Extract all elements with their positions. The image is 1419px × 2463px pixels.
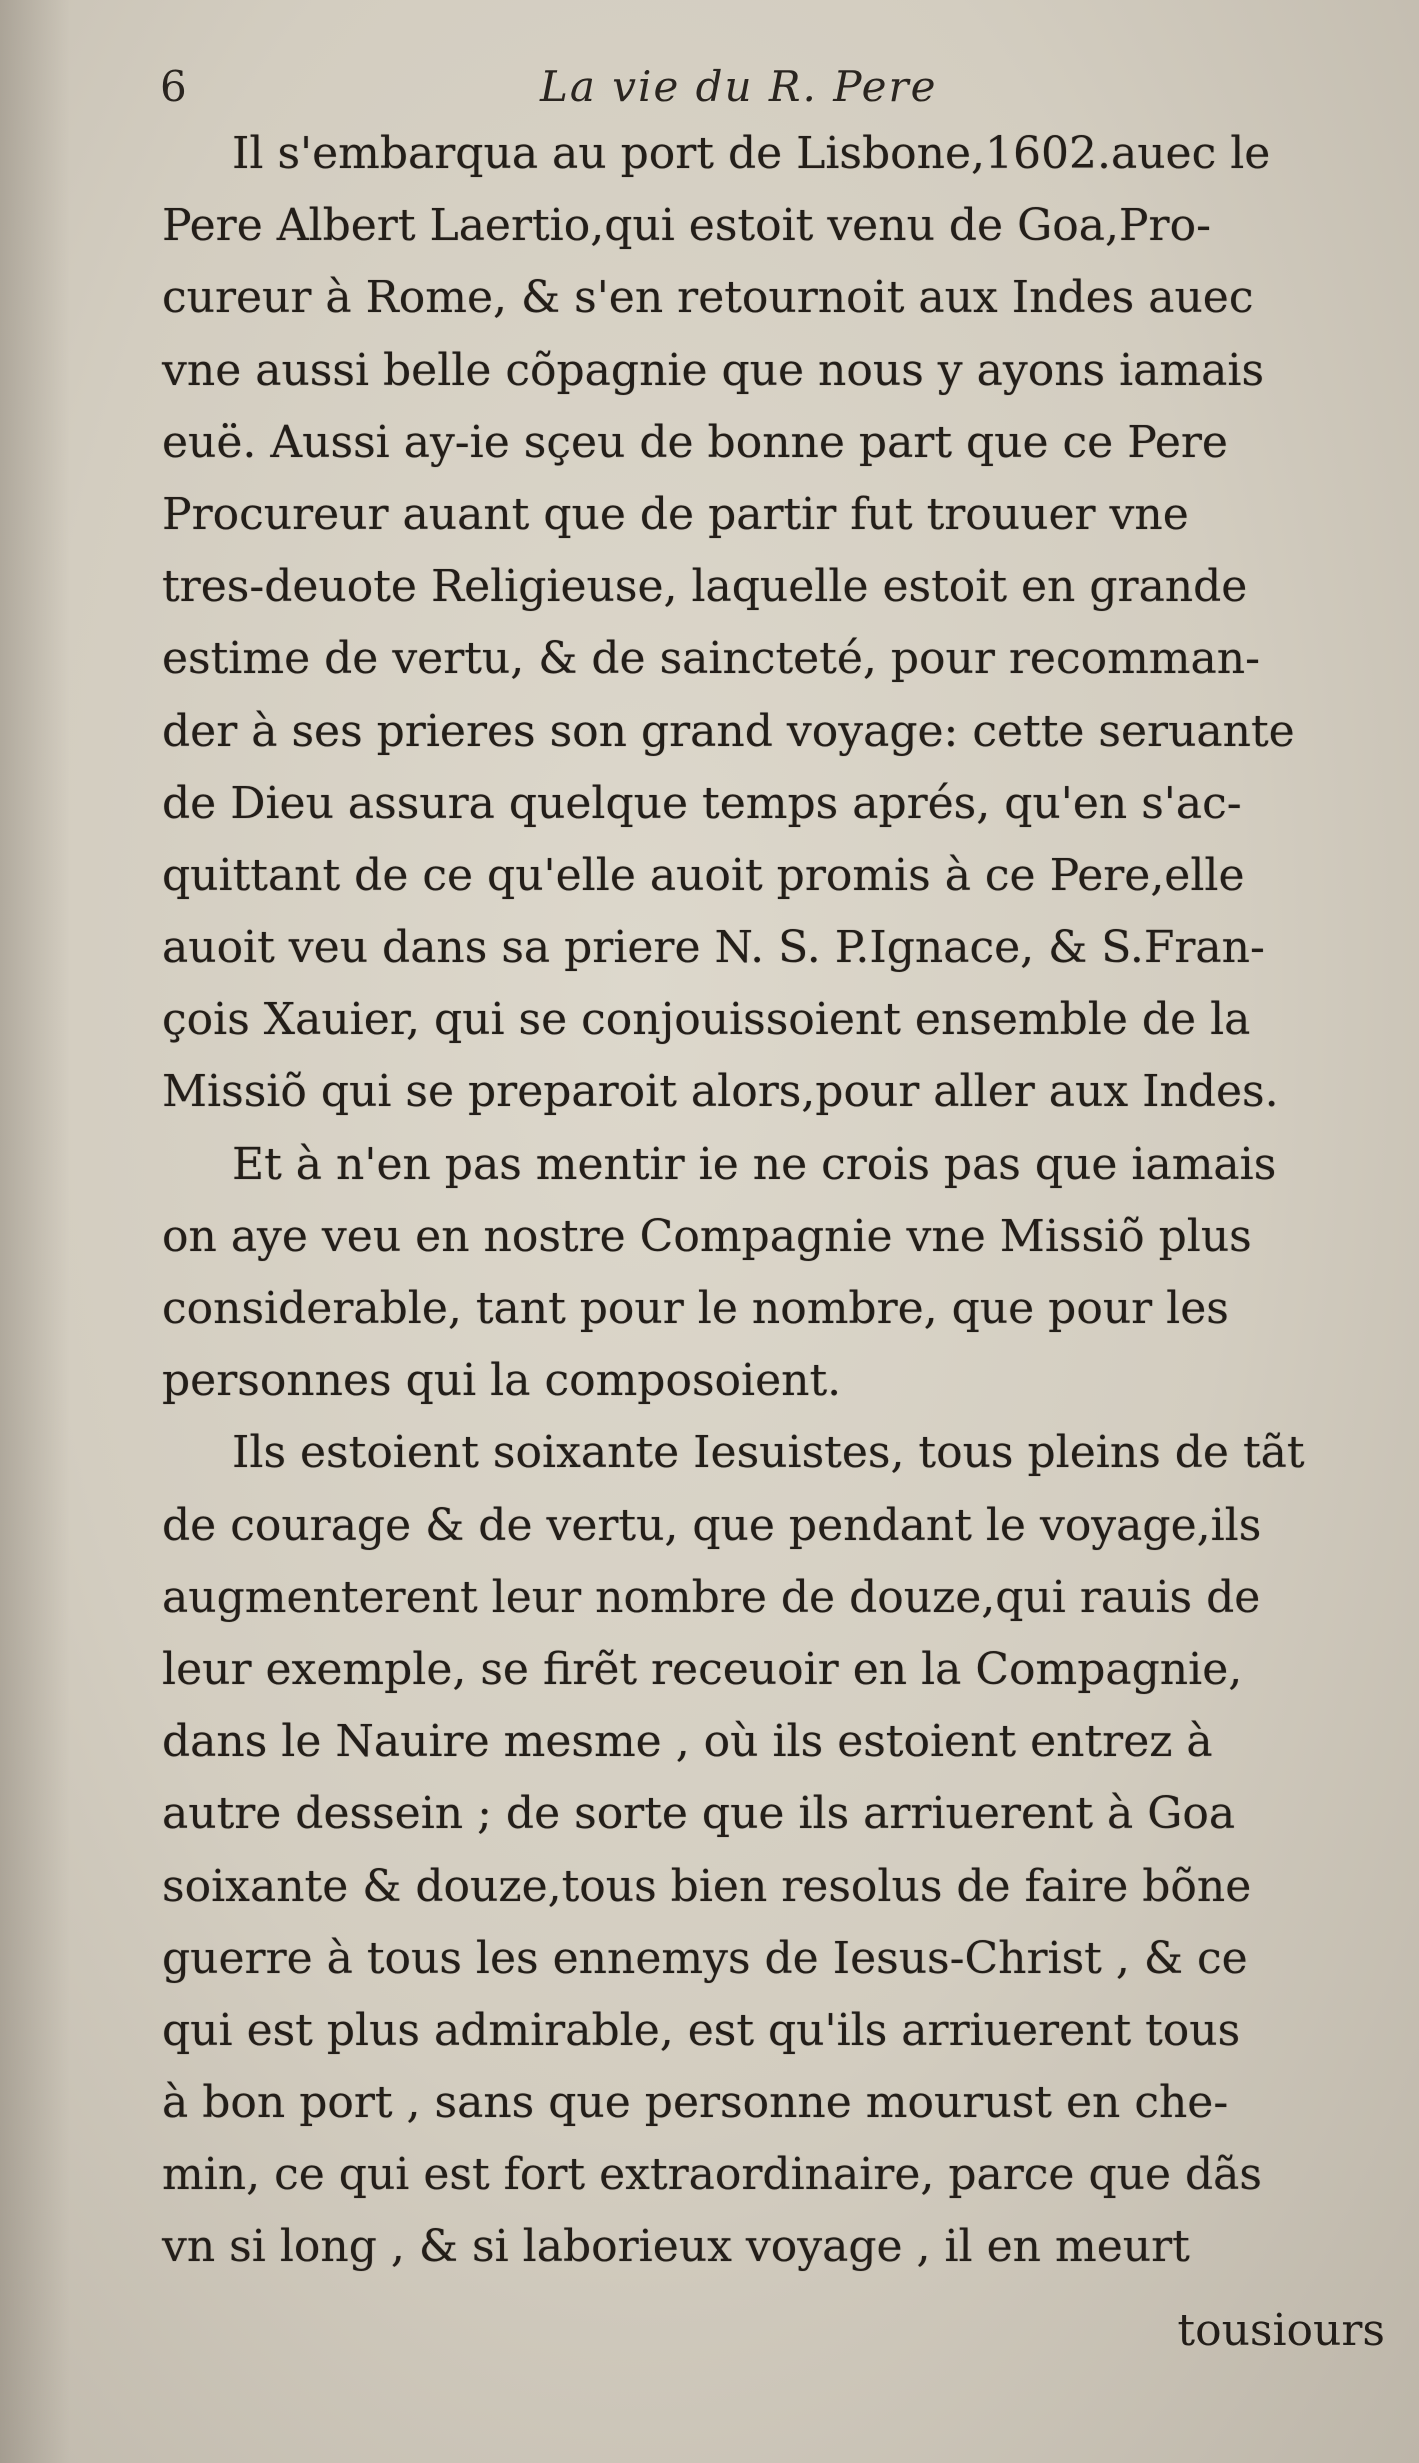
- text-line: tres-deuote Religieuse, laquelle estoit en grande: [162, 561, 1248, 613]
- text-line: dans le Nauire mesme , où ils estoient entrez à: [162, 1716, 1213, 1768]
- text-line: soixante & douze,tous bien resolus de faire bõne: [162, 1860, 1252, 1912]
- text-line: leur exemple, se firẽt receuoir en la Compagnie,: [162, 1643, 1243, 1695]
- text-line: çois Xauier, qui se conjouissoient ensemble de la: [162, 994, 1251, 1046]
- text-line: Et à n'en pas mentir ie ne crois pas que iamais: [232, 1138, 1277, 1190]
- text-line: auoit veu dans sa priere N. S. P.Ignace, & S.Fran-: [162, 922, 1265, 974]
- text-line: Ils estoient soixante Iesuistes, tous pleins de tãt: [232, 1427, 1305, 1479]
- text-line: estime de vertu, & de saincteté, pour recomman-: [162, 633, 1260, 685]
- text-line: euë. Aussi ay-ie sçeu de bonne part que ce Pere: [162, 416, 1228, 468]
- body-text: [162, 118, 1397, 2284]
- text-line: Procureur auant que de partir fut trouuer vne: [162, 488, 1189, 540]
- text-line: personnes qui la composoient.: [162, 1355, 842, 1407]
- text-line: Il s'embarqua au port de Lisbone,1602.auec le: [232, 128, 1271, 179]
- running-head: [160, 62, 1410, 122]
- text-line: Missiõ qui se preparoit alors,pour aller aux Indes.: [162, 1066, 1279, 1118]
- text-line: à bon port , sans que personne mourust en che-: [162, 2077, 1229, 2129]
- text-line: on aye veu en nostre Compagnie vne Missiõ plus: [162, 1210, 1252, 1262]
- text-line: min, ce qui est fort extraordinaire, parce que dãs: [162, 2149, 1262, 2201]
- text-line: guerre à tous les ennemys de Iesus-Christ , & ce: [162, 1932, 1248, 1984]
- text-line: de Dieu assura quelque temps aprés, qu'en s'ac-: [162, 777, 1242, 829]
- text-line: quittant de ce qu'elle auoit promis à ce Pere,elle: [162, 849, 1245, 901]
- page-number: 6: [160, 62, 187, 111]
- text-line: der à ses prieres son grand voyage: cette seruante: [162, 705, 1295, 757]
- text-line: vn si long , & si laborieux voyage , il en meurt: [162, 2221, 1190, 2273]
- text-line: de courage & de vertu, que pendant le voyage,ils: [162, 1499, 1262, 1551]
- text-line: augmenterent leur nombre de douze,qui rauis de: [162, 1571, 1261, 1623]
- text-line: cureur à Rome, & s'en retournoit aux Indes auec: [162, 272, 1254, 324]
- text-line: Pere Albert Laertio,qui estoit venu de Goa,Pro-: [162, 200, 1211, 252]
- text-line: vne aussi belle cõpagnie que nous y ayons iamais: [162, 344, 1265, 396]
- text-line: qui est plus admirable, est qu'ils arriuerent tous: [162, 2004, 1241, 2056]
- catchword: tousiours: [1177, 2305, 1385, 2356]
- running-title: La vie du R. Pere: [540, 62, 938, 111]
- text-line: autre dessein ; de sorte que ils arriuerent à Goa: [162, 1788, 1236, 1840]
- text-line: considerable, tant pour le nombre, que pour les: [162, 1283, 1229, 1334]
